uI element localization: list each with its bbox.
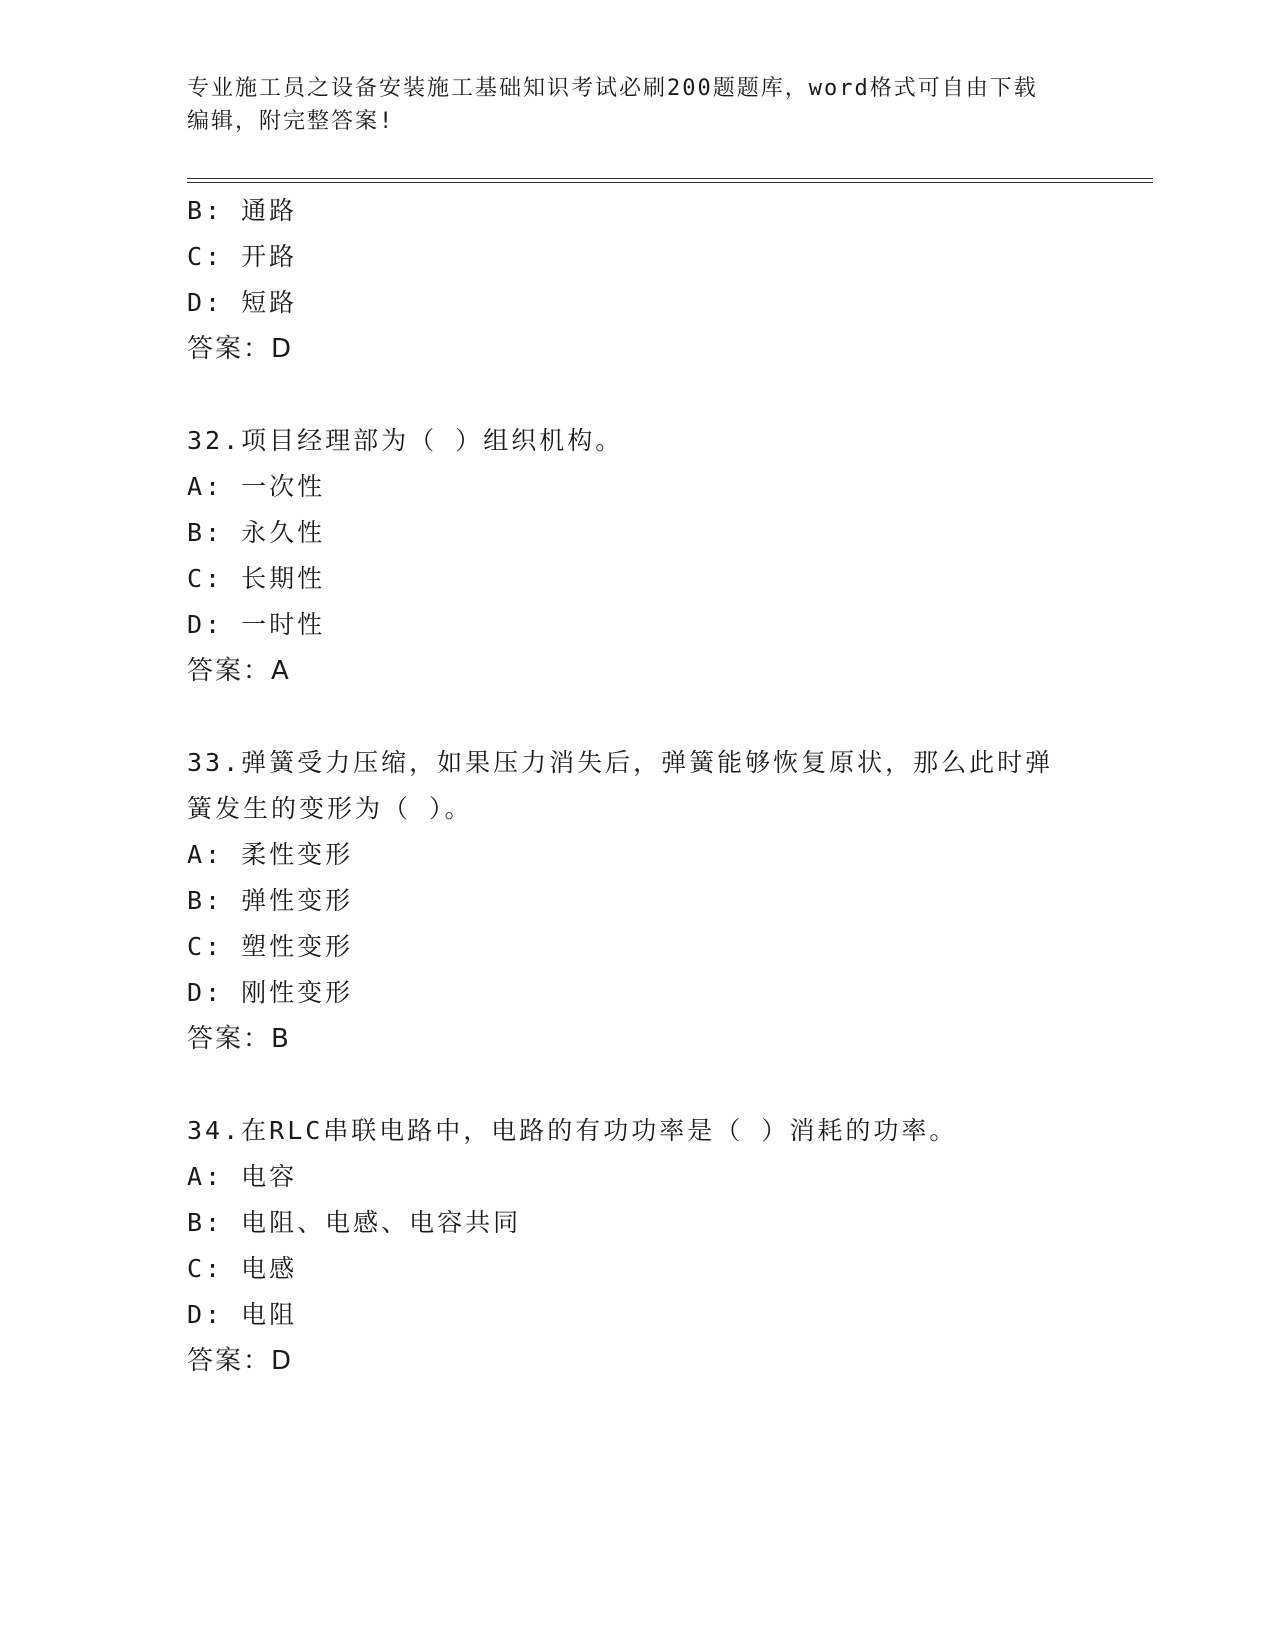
answer-line: 答案：A	[187, 656, 291, 686]
question-33	[187, 740, 1147, 1062]
question-stem: 34.在RLC串联电路中，电路的有功功率是（ ）消耗的功率。	[187, 1116, 958, 1145]
option-c: C: 长期性	[187, 564, 326, 593]
spacer	[187, 372, 1147, 418]
option-d: D: 刚性变形	[187, 978, 354, 1007]
header-title-line-2: 编辑，附完整答案!	[187, 109, 395, 134]
question-stem: 32.项目经理部为（ ）组织机构。	[187, 426, 624, 455]
header-title-line-1: 专业施工员之设备安装施工基础知识考试必刷200题题库，word格式可自由下载	[187, 76, 1038, 101]
option-b: B: 电阻、电感、电容共同	[187, 1208, 522, 1237]
option-b: B: 弹性变形	[187, 886, 354, 915]
document-header	[187, 72, 1087, 138]
question-stem-line-1: 33.弹簧受力压缩，如果压力消失后，弹簧能够恢复原状，那么此时弹	[187, 748, 1054, 777]
header-divider-bottom	[187, 182, 1153, 183]
option-c: C: 电感	[187, 1254, 298, 1283]
question-32	[187, 418, 1147, 694]
spacer	[187, 1062, 1147, 1108]
answer-line: 答案：D	[187, 1346, 294, 1376]
option-b: B: 永久性	[187, 518, 326, 547]
answer-line: 答案：D	[187, 334, 294, 364]
option-a: A: 一次性	[187, 472, 326, 501]
question-34	[187, 1108, 1147, 1384]
question-continued	[187, 188, 1147, 372]
question-list	[187, 188, 1147, 1384]
option-d: D: 短路	[187, 288, 298, 317]
question-stem-line-2: 簧发生的变形为（ ）。	[187, 794, 473, 823]
option-b: B: 通路	[187, 196, 298, 225]
option-c: C: 开路	[187, 242, 298, 271]
option-c: C: 塑性变形	[187, 932, 354, 961]
answer-line: 答案：B	[187, 1024, 291, 1054]
option-d: D: 电阻	[187, 1300, 298, 1329]
header-divider-top	[187, 178, 1153, 179]
option-d: D: 一时性	[187, 610, 326, 639]
spacer	[187, 694, 1147, 740]
option-a: A: 电容	[187, 1162, 298, 1191]
option-a: A: 柔性变形	[187, 840, 354, 869]
